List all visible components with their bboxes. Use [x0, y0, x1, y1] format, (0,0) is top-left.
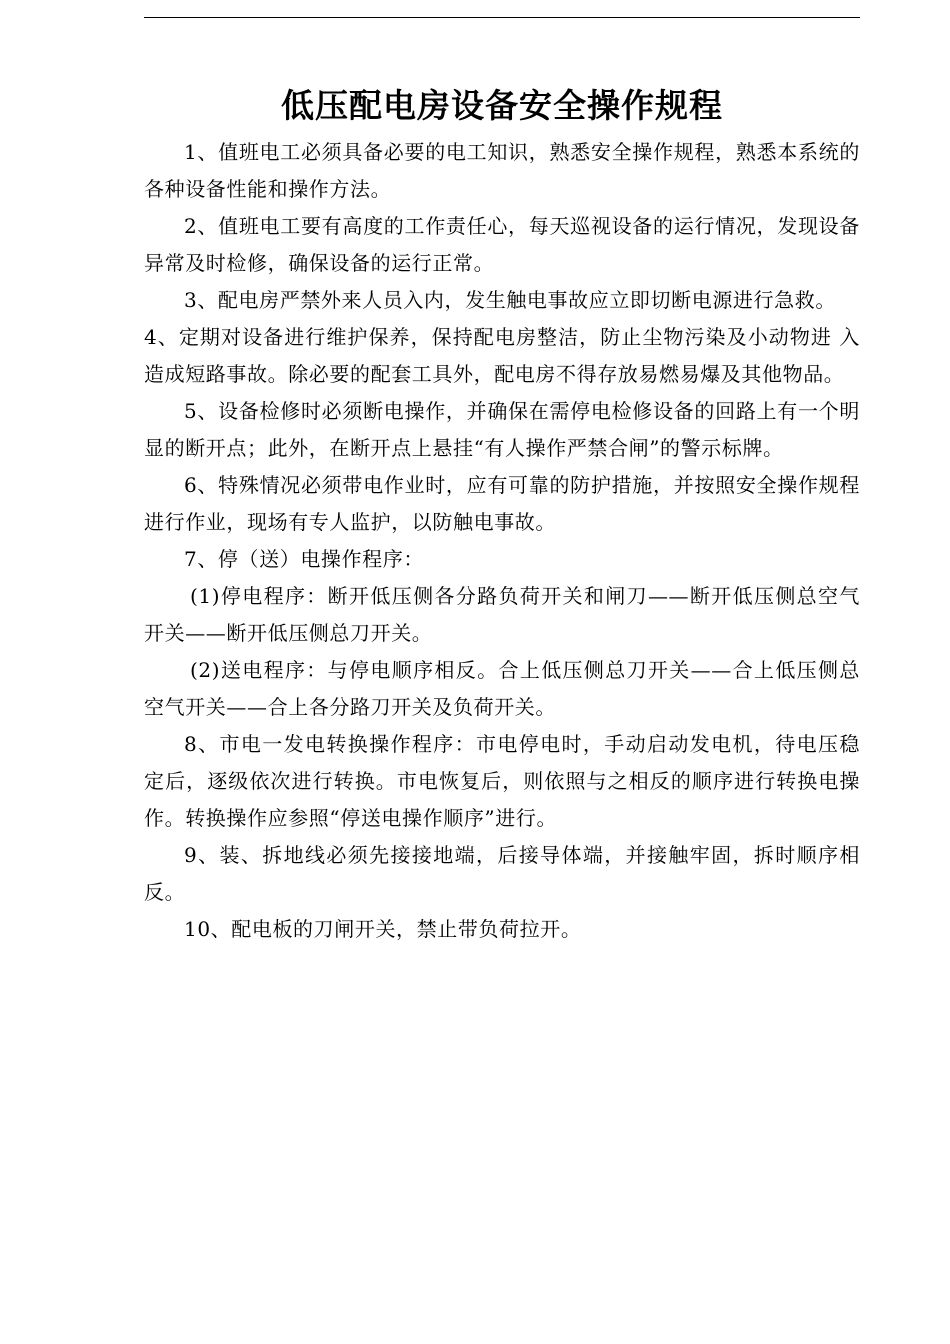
paragraph-8: 8、市电一发电转换操作程序：市电停电时，手动启动发电机，待电压稳 定后，逐级依次进行转换。市电恢复后，则依照与之相反的顺序进行转换电操 作。转换操作应参照“停送电操作顺序”进行。 [144, 732, 860, 830]
paragraph-7: 7、停（送）电操作程序： [184, 547, 424, 571]
paragraph-2: 2、值班电工要有高度的工作责任心，每天巡视设备的运行情况，发现设备 异常及时检修，确保设备的运行正常。 [144, 214, 860, 275]
paragraph-4: 4、定期对设备进行维护保养，保持配电房整洁，防止尘物污染及小动物进 入造成短路事故。除必要的配套工具外，配电房不得存放易燃易爆及其他物品。 [144, 325, 860, 386]
paragraph-7-1: (1)停电程序：断开低压侧各分路负荷开关和闸刀——断开低压侧总空气 开关——断开低压侧总刀开关。 [144, 584, 860, 645]
document-body [144, 134, 860, 948]
document-title: 低压配电房设备安全操作规程 [281, 86, 723, 125]
paragraph-7-2: (2)送电程序：与停电顺序相反。合上低压侧总刀开关——合上低压侧总 空气开关——合上各分路刀开关及负荷开关。 [144, 658, 860, 719]
header-rule [144, 17, 860, 18]
paragraph-3: 3、配电房严禁外来人员入内，发生触电事故应立即切断电源进行急救。 [184, 288, 836, 312]
paragraph-9: 9、装、拆地线必须先接接地端，后接导体端，并接触牢固，拆时顺序相反。 [144, 843, 860, 904]
paragraph-5: 5、设备检修时必须断电操作，并确保在需停电检修设备的回路上有一个明 显的断开点；此外，在断开点上悬挂“有人操作严禁合闸”的警示标牌。 [144, 399, 860, 460]
paragraph-1: 1、值班电工必须具备必要的电工知识，熟悉安全操作规程，熟悉本系统的 各种设备性能和操作方法。 [144, 140, 860, 201]
paragraph-6: 6、特殊情况必须带电作业时，应有可靠的防护措施，并按照安全操作规程 进行作业，现场有专人监护，以防触电事故。 [144, 473, 860, 534]
paragraph-10: 10、配电板的刀闸开关，禁止带负荷拉开。 [184, 917, 582, 941]
